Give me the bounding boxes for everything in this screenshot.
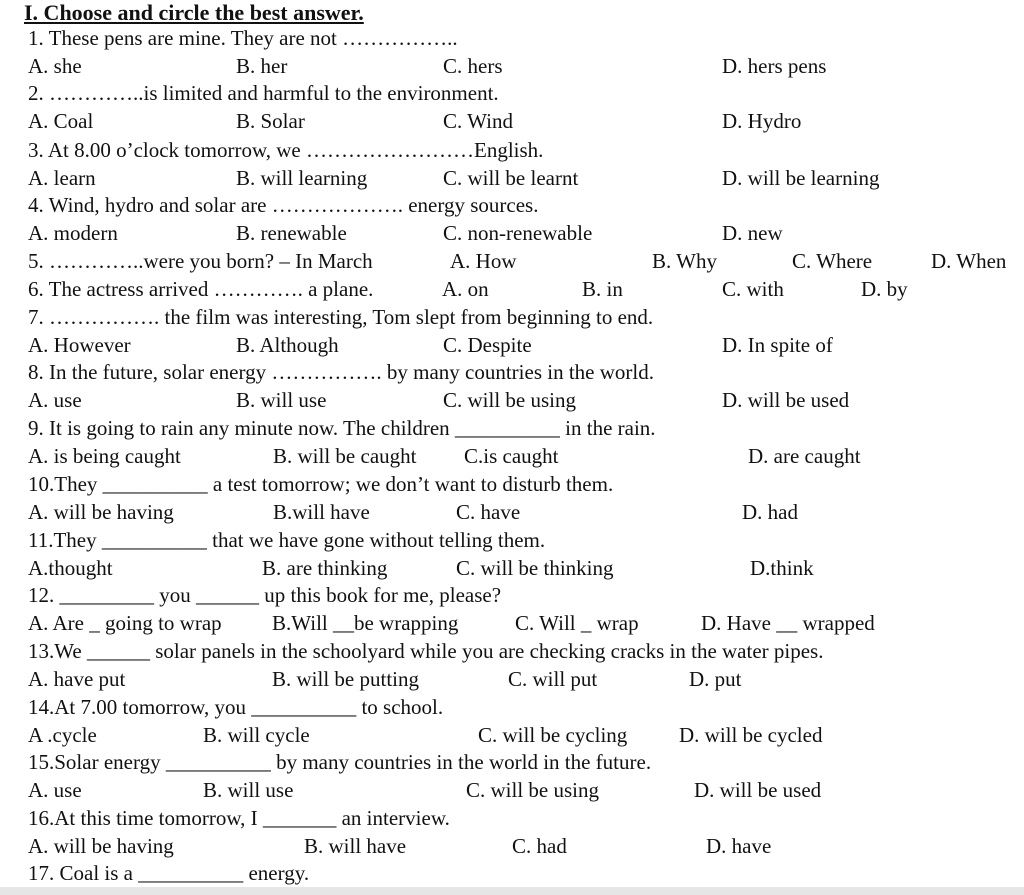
question-7-option-b[interactable]: B. Although (236, 333, 339, 357)
question-10-stem: 10.They __________ a test tomorrow; we don’t want to disturb them. (28, 472, 614, 496)
question-4-option-d[interactable]: D. new (722, 221, 783, 245)
question-14-option-d[interactable]: D. will be cycled (679, 723, 823, 747)
question-3-option-a[interactable]: A. learn (28, 166, 96, 190)
question-2-option-c[interactable]: C. Wind (443, 109, 513, 133)
question-14-stem: 14.At 7.00 tomorrow, you __________ to school. (28, 695, 444, 719)
question-8-option-c[interactable]: C. will be using (443, 388, 577, 412)
question-11-option-a[interactable]: A.thought (28, 556, 113, 580)
question-12-option-a[interactable]: A. Are _ going to wrap (28, 611, 222, 635)
question-9-option-b[interactable]: B. will be caught (273, 444, 417, 468)
question-16-option-a[interactable]: A. will be having (28, 834, 174, 858)
question-10-option-d[interactable]: D. had (742, 500, 798, 524)
question-5-option-a[interactable]: A. How (450, 249, 517, 273)
question-8-option-a[interactable]: A. use (28, 388, 82, 412)
question-2-option-d[interactable]: D. Hydro (722, 109, 802, 133)
question-4-stem: 4. Wind, hydro and solar are ………………. energy sources. (28, 193, 539, 217)
question-1-option-d[interactable]: D. hers pens (722, 54, 827, 78)
question-14-option-c[interactable]: C. will be cycling (478, 723, 628, 747)
question-7-option-c[interactable]: C. Despite (443, 333, 532, 357)
question-2-stem: 2. …………..is limited and harmful to the environment. (28, 81, 499, 105)
question-17-stem: 17. Coal is a __________ energy. (28, 861, 310, 885)
question-2-option-a[interactable]: A. Coal (28, 109, 94, 133)
question-16-option-c[interactable]: C. had (512, 834, 567, 858)
question-16-stem: 16.At this time tomorrow, I _______ an interview. (28, 806, 450, 830)
question-13-stem: 13.We ______ solar panels in the schoolyard while you are checking cracks in the water pipes. (28, 639, 824, 663)
question-13-option-d[interactable]: D. put (689, 667, 742, 691)
question-10-option-c[interactable]: C. have (456, 500, 521, 524)
question-2-option-b[interactable]: B. Solar (236, 109, 305, 133)
question-11-option-c[interactable]: C. will be thinking (456, 556, 614, 580)
question-5-option-b[interactable]: B. Why (652, 249, 717, 273)
worksheet-title: I. Choose and circle the best answer. (24, 0, 364, 25)
question-15-option-a[interactable]: A. use (28, 778, 82, 802)
question-1-option-b[interactable]: B. her (236, 54, 288, 78)
question-9-option-d[interactable]: D. are caught (748, 444, 861, 468)
question-13-option-c[interactable]: C. will put (508, 667, 598, 691)
question-5-option-d[interactable]: D. When (931, 249, 1007, 273)
question-5-option-c[interactable]: C. Where (792, 249, 873, 273)
question-15-option-b[interactable]: B. will use (203, 778, 294, 802)
question-12-option-c[interactable]: C. Will _ wrap (515, 611, 639, 635)
question-6-option-c[interactable]: C. with (722, 277, 784, 301)
question-1-option-c[interactable]: C. hers (443, 54, 503, 78)
question-6-option-d[interactable]: D. by (861, 277, 908, 301)
question-11-option-d[interactable]: D.think (750, 556, 814, 580)
question-1-option-a[interactable]: A. she (28, 54, 82, 78)
question-9-stem: 9. It is going to rain any minute now. The children __________ in the rain. (28, 416, 656, 440)
question-3-option-b[interactable]: B. will learning (236, 166, 368, 190)
question-3-option-d[interactable]: D. will be learning (722, 166, 880, 190)
question-15-stem: 15.Solar energy __________ by many countries in the world in the future. (28, 750, 652, 774)
question-8-option-b[interactable]: B. will use (236, 388, 327, 412)
question-14-option-b[interactable]: B. will cycle (203, 723, 310, 747)
question-6-stem: 6. The actress arrived …………. a plane. (28, 277, 374, 301)
question-9-option-c[interactable]: C.is caught (464, 444, 559, 468)
question-3-option-c[interactable]: C. will be learnt (443, 166, 579, 190)
question-7-option-a[interactable]: A. However (28, 333, 131, 357)
question-4-option-c[interactable]: C. non-renewable (443, 221, 593, 245)
question-15-option-c[interactable]: C. will be using (466, 778, 600, 802)
question-6-option-b[interactable]: B. in (582, 277, 623, 301)
question-7-option-d[interactable]: D. In spite of (722, 333, 833, 357)
question-3-stem: 3. At 8.00 o’clock tomorrow, we ……………………English. (28, 138, 544, 162)
question-12-stem: 12. _________ you ______ up this book for me, please? (28, 583, 502, 607)
question-15-option-d[interactable]: D. will be used (694, 778, 822, 802)
question-4-option-b[interactable]: B. renewable (236, 221, 347, 245)
question-9-option-a[interactable]: A. is being caught (28, 444, 181, 468)
question-11-stem: 11.They __________ that we have gone without telling them. (28, 528, 546, 552)
page-bottom-edge (0, 887, 1024, 895)
question-11-option-b[interactable]: B. are thinking (262, 556, 388, 580)
question-8-stem: 8. In the future, solar energy ……………. by many countries in the world. (28, 360, 654, 384)
question-4-option-a[interactable]: A. modern (28, 221, 118, 245)
question-13-option-a[interactable]: A. have put (28, 667, 126, 691)
question-16-option-d[interactable]: D. have (706, 834, 772, 858)
question-10-option-b[interactable]: B.will have (273, 500, 370, 524)
question-13-option-b[interactable]: B. will be putting (272, 667, 419, 691)
question-16-option-b[interactable]: B. will have (304, 834, 407, 858)
question-10-option-a[interactable]: A. will be having (28, 500, 174, 524)
question-12-option-d[interactable]: D. Have __ wrapped (701, 611, 875, 635)
question-1-stem: 1. These pens are mine. They are not …………….. (28, 26, 458, 50)
question-6-option-a[interactable]: A. on (442, 277, 489, 301)
question-7-stem: 7. ……………. the film was interesting, Tom slept from beginning to end. (28, 305, 654, 329)
question-14-option-a[interactable]: A .cycle (28, 723, 97, 747)
question-12-option-b[interactable]: B.Will __be wrapping (272, 611, 459, 635)
question-5-stem: 5. …………..were you born? – In March (28, 249, 373, 273)
question-8-option-d[interactable]: D. will be used (722, 388, 850, 412)
